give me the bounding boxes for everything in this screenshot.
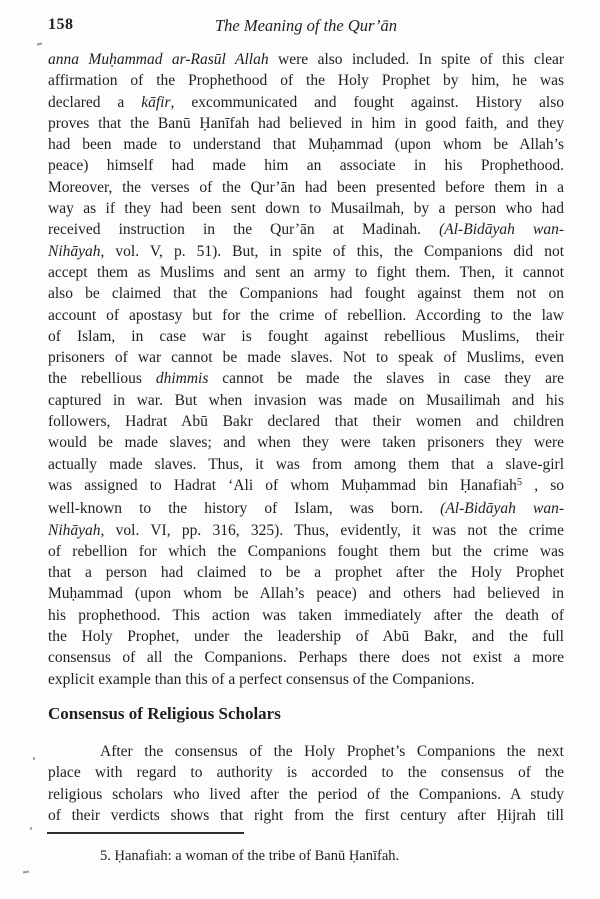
text-segment: captured in war. But when invasion was made on Musailimah and his (48, 391, 564, 409)
text-line (48, 283, 564, 304)
text-line (48, 241, 564, 262)
text-segment: his prophethood. This action was taken immediately after the death of (48, 606, 564, 624)
text-line (48, 520, 564, 541)
text-line (48, 390, 564, 411)
text-segment: had been made to understand that Muḥammad (upon whom be Allah’s (48, 136, 564, 154)
text-line (48, 198, 564, 219)
text-line (48, 498, 564, 519)
text-line (48, 805, 564, 826)
text-segment: account of apostasy but for the crime of rebellion. According to the law (48, 306, 564, 324)
text-segment: of Islam, in case war is fought against rebellious Muslims, their (48, 327, 564, 345)
text-segment: religious scholars who lived after the period of the Companions. A study (48, 785, 564, 803)
text-line (48, 454, 564, 475)
text-line (48, 784, 564, 805)
text-line (48, 70, 564, 91)
text-line (48, 562, 564, 583)
text-line (48, 605, 564, 626)
italic-text: dhimmis (155, 370, 209, 388)
text-segment: declared a (48, 93, 142, 111)
footnote-separator (47, 832, 244, 834)
text-segment: would be made slaves; and when they were taken prisoners they were (48, 434, 564, 452)
text-line (48, 113, 564, 134)
text-segment: was assigned to Hadrat ‘Ali of whom Muḥammad bin Ḥanafiah (48, 476, 517, 494)
text-line (48, 368, 564, 389)
text-segment: of rebellion for which the Companions fought them but the crime was (48, 542, 564, 560)
italic-text: Nihāyah, (48, 521, 105, 539)
scan-speck (30, 827, 32, 830)
text-segment: , excommunicated and fought against. History also (170, 93, 564, 111)
text-line (48, 49, 564, 70)
italic-text: kāfir (141, 93, 171, 111)
text-line (48, 411, 564, 432)
text-segment: the Holy Prophet, under the leadership of Abū Bakr, and the full (48, 628, 564, 646)
body-paragraph-2 (48, 741, 564, 826)
text-line (48, 541, 564, 562)
text-segment: affirmation of the Prophethood of the Holy Prophet by him, he was (48, 72, 564, 90)
text-segment: After the consensus of the Holy Prophet’s Companions the next (100, 743, 564, 760)
text-segment: followers, Hadrat Abū Bakr declared that their women and children (48, 413, 564, 431)
text-segment: way as if they had been sent down to Musailmah, by a person who had (48, 200, 564, 218)
text-line (48, 475, 564, 498)
text-line (48, 326, 564, 347)
scan-speck (23, 871, 29, 874)
text-segment: were also included. In spite of this clear (268, 51, 564, 68)
text-segment: Muḥammad (upon whom be Allah’s peace) and others had believed in (48, 585, 564, 603)
text-segment: place with regard to authority is accorded to the consensus of the (48, 764, 564, 782)
text-line (48, 134, 564, 155)
text-line (48, 583, 564, 604)
text-line (48, 347, 564, 368)
footnote-text: 5. Ḥanafiah: a woman of the tribe of Banū Ḥanīfah. (100, 848, 400, 864)
text-line (48, 305, 564, 326)
text-line (48, 669, 564, 690)
text-segment: vol. VI, pp. 316, 325). Thus, evidently, it was not the crime (104, 521, 564, 539)
text-line (48, 262, 564, 283)
text-segment: peace) himself had made him an associate in his Prophethood. (48, 157, 564, 175)
text-segment: also be claimed that the Companions had fought against them not on (48, 285, 564, 303)
section-heading: Consensus of Religious Scholars (48, 704, 281, 723)
text-segment: , so (522, 476, 564, 494)
footnote-reference: 5 (516, 476, 523, 488)
text-segment: received instruction in the Qur’ān at Madinah. (48, 221, 440, 239)
text-line (48, 762, 564, 783)
text-line (48, 219, 564, 240)
text-line (48, 177, 564, 198)
text-segment: Moreover, the verses of the Qur’ān had been presented before them in a (48, 178, 564, 196)
text-line (48, 432, 564, 453)
text-segment: consensus of all the Companions. Perhaps there does not exist a more (48, 649, 564, 667)
scan-speck (33, 757, 35, 760)
text-line (48, 155, 564, 176)
italic-text: (Al-Bidāyah wan- (439, 221, 564, 239)
text-segment: the rebellious (48, 370, 156, 388)
italic-text: anna Muḥammad ar-Rasūl Allah (48, 51, 269, 68)
italic-text: (Al-Bidāyah wan- (440, 500, 564, 518)
page-number: 158 (48, 16, 74, 33)
scan-speck (37, 42, 42, 45)
text-segment: well-known to the history of Islam, was born. (48, 500, 441, 518)
page-header (48, 16, 564, 38)
text-segment: actually made slaves. Thus, it was from among them that a slave-girl (48, 455, 564, 473)
text-segment: cannot be made the slaves in case they are (208, 370, 564, 388)
text-segment: explicit example than this of a perfect consensus of the Companions. (48, 670, 475, 688)
text-segment: of their verdicts shows that right from the first century after Ḥijrah till (48, 806, 564, 824)
text-segment: vol. V, p. 51). But, in spite of this, the Companions did not (104, 242, 564, 260)
italic-text: Nihāyah, (48, 242, 105, 260)
text-segment: accept them as Muslims and sent an army to fight them. Then, it cannot (48, 263, 564, 281)
body-paragraph-1 (48, 49, 564, 690)
text-segment: that a person had claimed to be a prophet after the Holy Prophet (48, 564, 564, 582)
text-line (48, 647, 564, 668)
text-line (48, 92, 564, 113)
text-line (48, 626, 564, 647)
text-segment: prisoners of war cannot be made slaves. Not to speak of Muslims, even (48, 349, 564, 367)
text-line (48, 741, 564, 762)
running-title: The Meaning of the Qur’ān (214, 16, 398, 35)
text-segment: proves that the Banū Ḥanīfah had believed in him in good faith, and they (48, 114, 564, 132)
